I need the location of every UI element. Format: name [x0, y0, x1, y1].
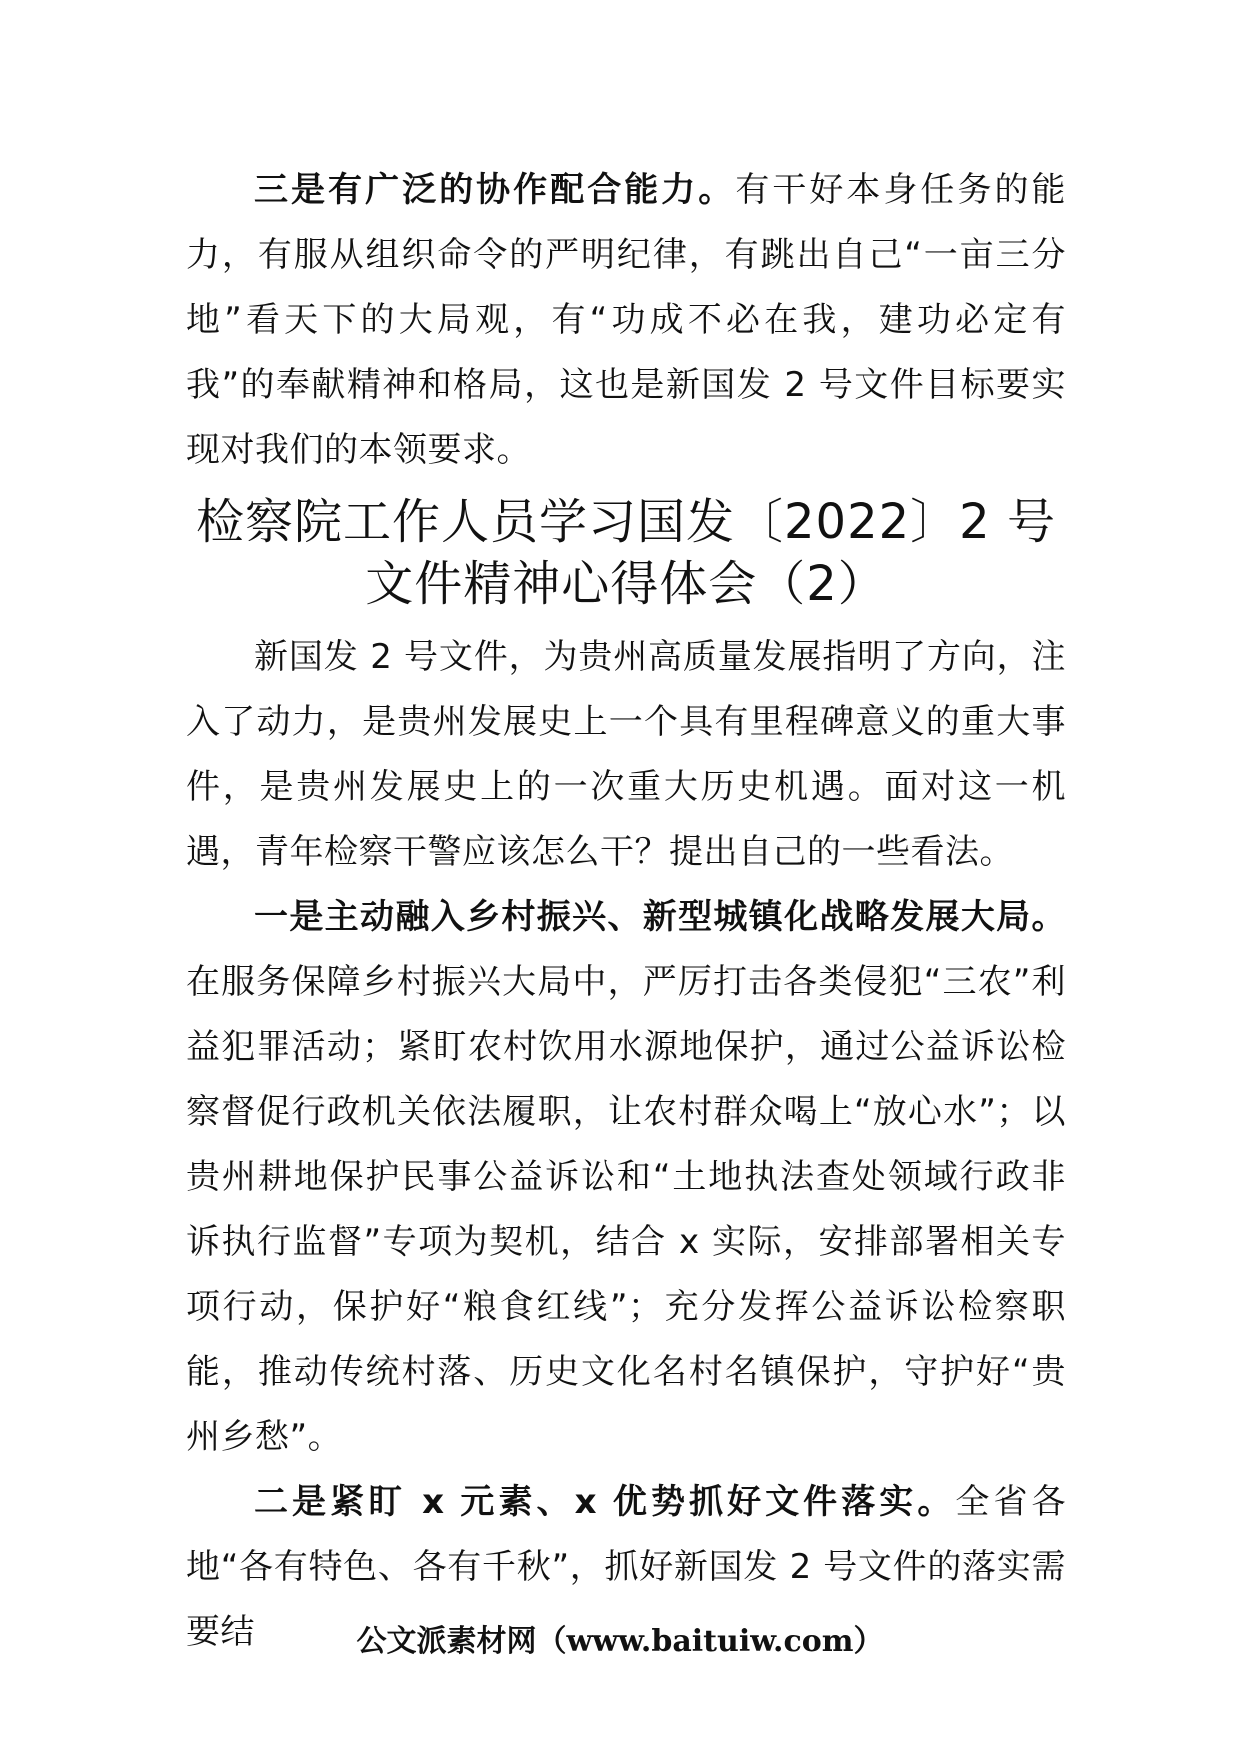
paragraph-3-lead: 一是主动融入乡村振兴、新型城镇化战略发展大局。 [254, 897, 1066, 937]
paragraph-3 [186, 885, 1066, 1470]
paragraph-1 [186, 158, 1066, 483]
article-title: 检察院工作人员学习国发〔2022〕2 号文件精神心得体会（2） [196, 494, 1056, 612]
paragraph-4-text: 全省各地“各有特色、各有千秋”，抓好新国发 2 号文件的落实需要结 [186, 1482, 1066, 1652]
paragraph-1-lead: 三是有广泛的协作配合能力。 [254, 170, 736, 210]
paragraph-2-text: 新国发 2 号文件，为贵州高质量发展指明了方向，注入了动力，是贵州发展史上一个具有里程碑意义的重大事件，是贵州发展史上的一次重大历史机遇。面对这一机遇，青年检察干警应该怎么干？提出自己的一些看法。 [186, 637, 1066, 872]
paragraph-1-text: 有干好本身任务的能力，有服从组织命令的严明纪律，有跳出自己“一亩三分地”看天下的大局观，有“功成不必在我，建功必定有我”的奉献精神和格局，这也是新国发 2 号文件目标要实现对我们的本领要求。 [186, 170, 1067, 470]
document-body [186, 158, 1066, 1665]
paragraph-2 [186, 625, 1066, 885]
paragraph-3-text: 在服务保障乡村振兴大局中，严厉打击各类侵犯“三农”利益犯罪活动；紧盯农村饮用水源地保护，通过公益诉讼检察督促行政机关依法履职，让农村群众喝上“放心水”；以贵州耕地保护民事公益诉讼和“土地执法查处领域行政非诉执行监督”专项为契机，结合 x 实际，安排部署相关专项行动，保护好“粮食红线”；充分发挥公益诉讼检察职能，推动传统村落、历史文化名村名镇保护，守护好“贵州乡愁”。 [186, 962, 1066, 1457]
paragraph-4-lead: 二是紧盯 x 元素、x 优势抓好文件落实。 [254, 1482, 956, 1522]
page-footer: 公文派素材网（www.baituiw.com） [356, 1624, 884, 1659]
